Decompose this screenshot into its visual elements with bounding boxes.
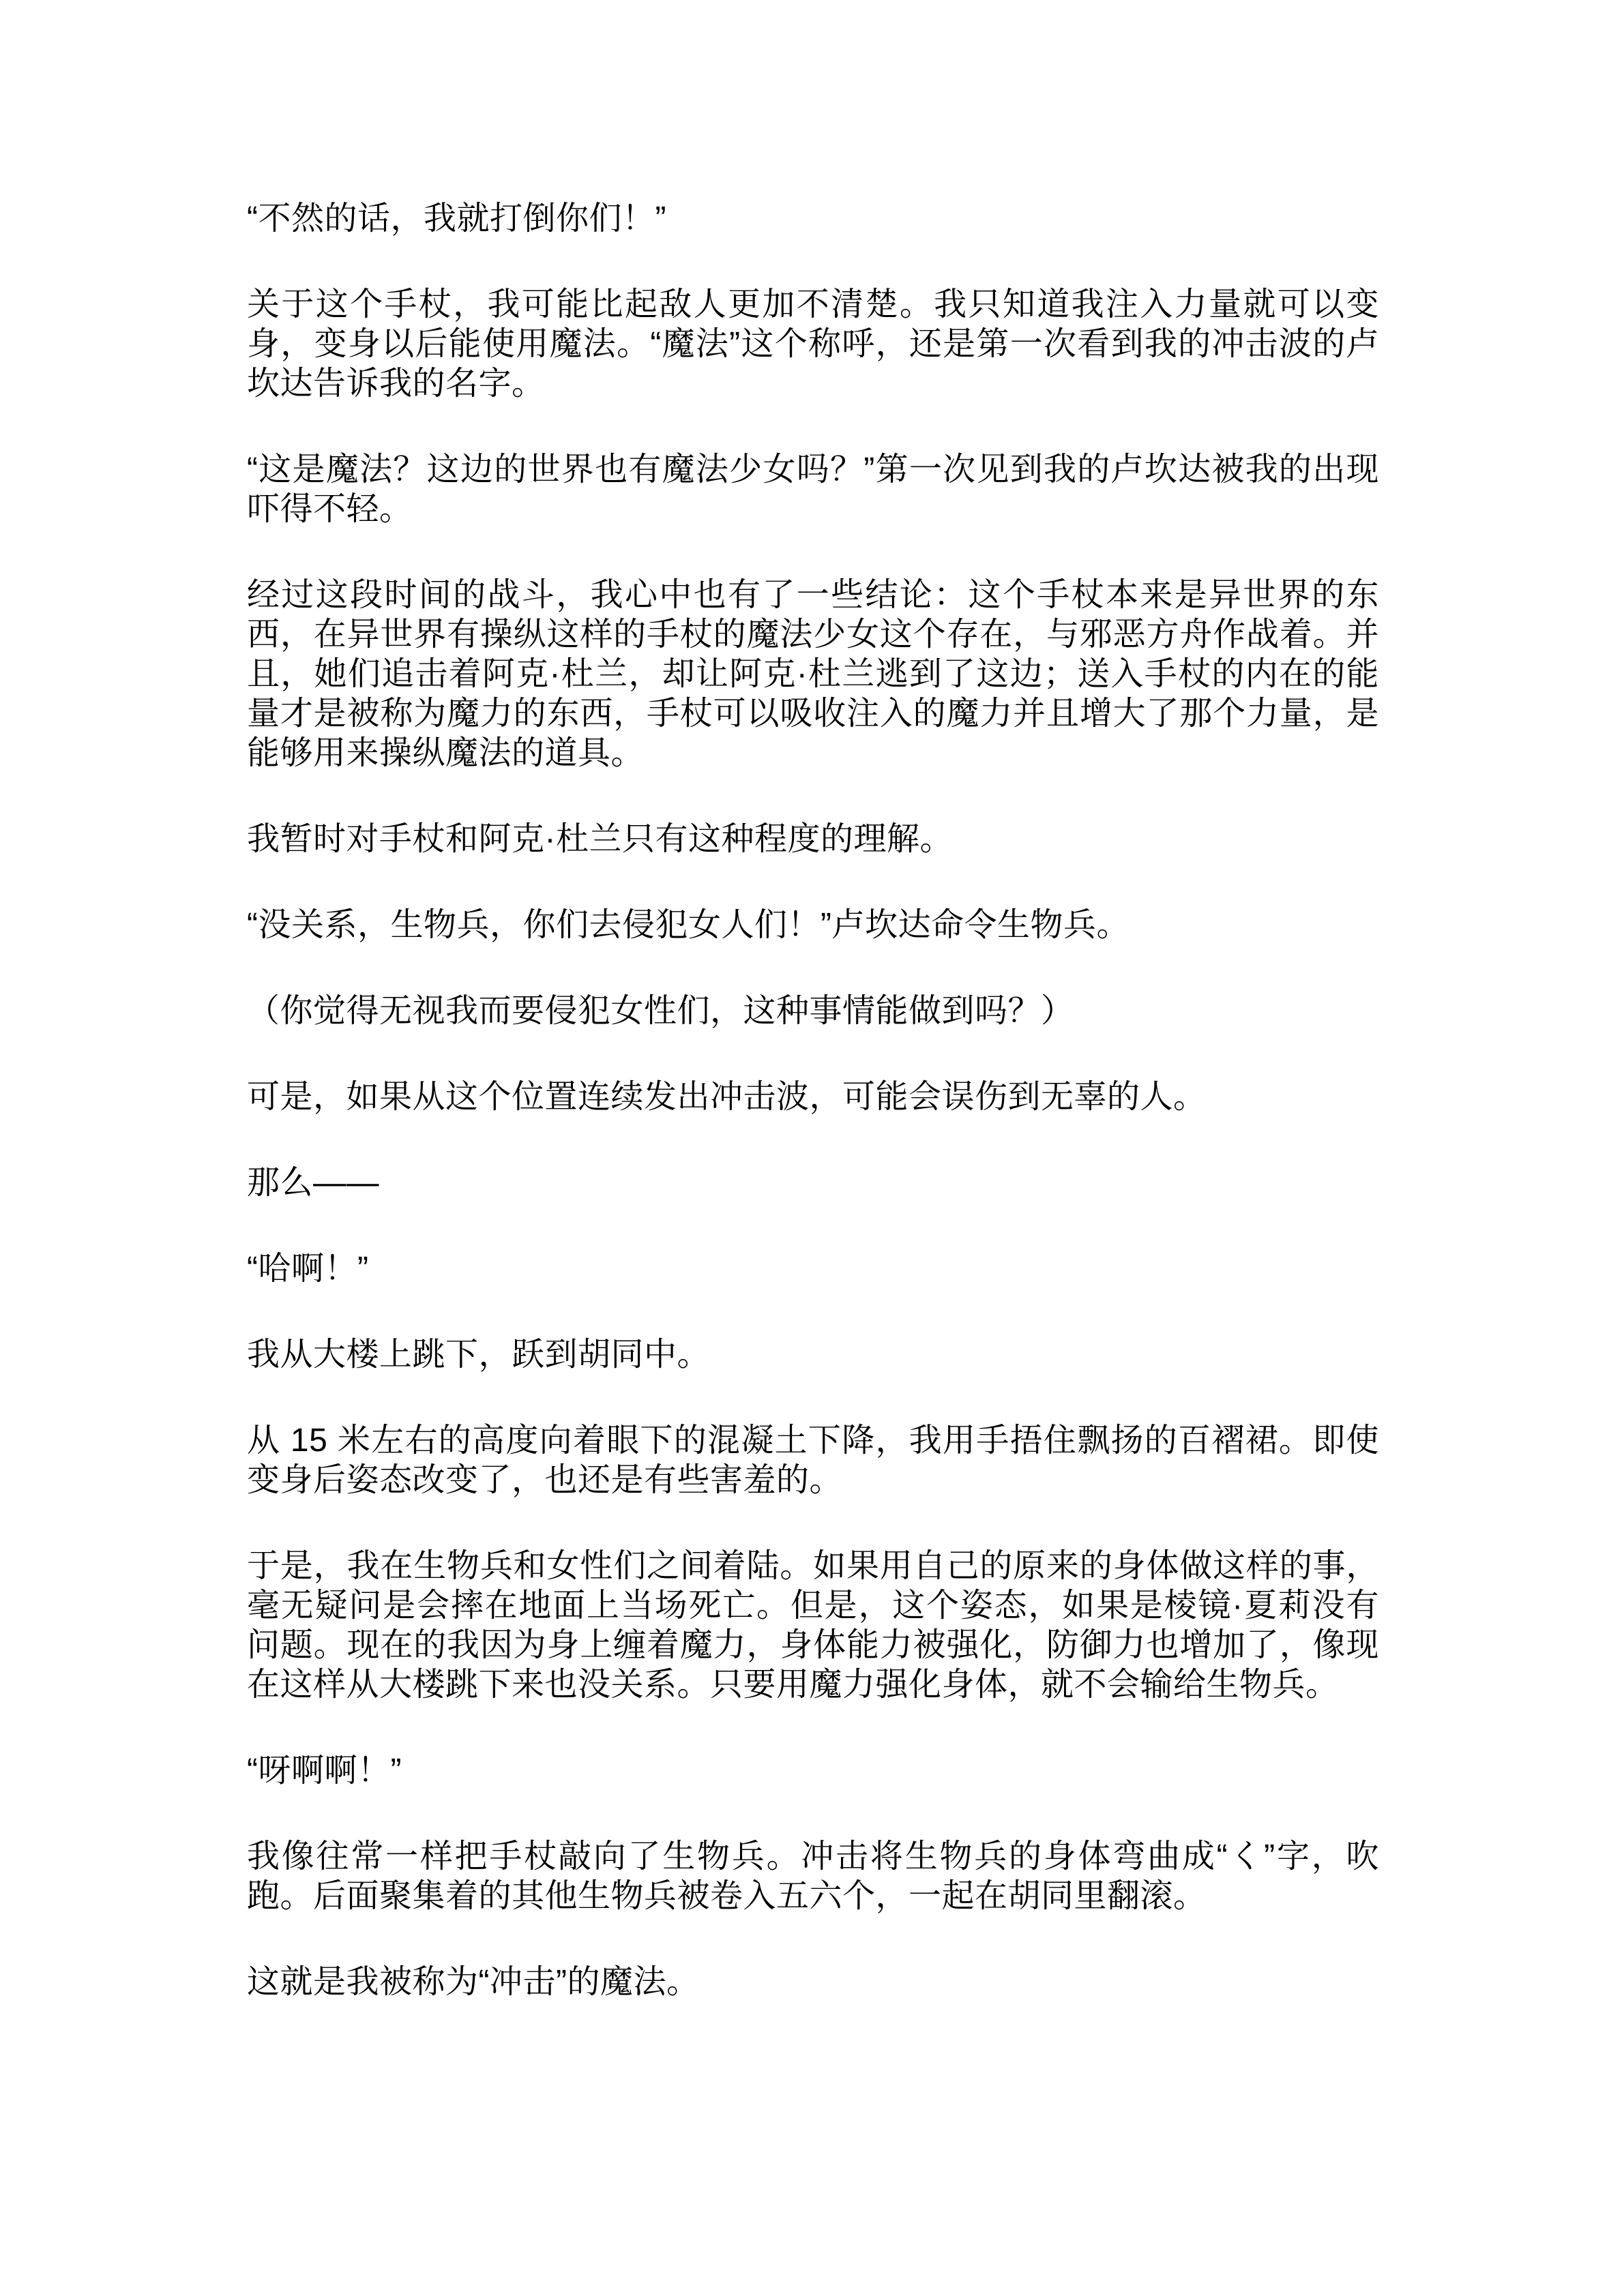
paragraph-narration: 关于这个手杖，我可能比起敌人更加不清楚。我只知道我注入力量就可以变身，变身以后能使用魔法。“魔法”这个称呼，还是第一次看到我的冲击波的卢坎达告诉我的名字。 [247,286,1379,402]
text-column [247,199,1379,2002]
paragraph-dialogue: “不然的话，我就打倒你们！” [247,200,666,237]
paragraph-narration: 那么—— [247,1165,380,1201]
paragraph-narration: 可是，如果从这个位置连续发出冲击波，可能会误伤到无辜的人。 [247,1079,1207,1115]
paragraph-narration: 从 15 米左右的高度向着眼下的混凝土下降，我用手捂住飘扬的百褶裙。即使变身后姿态改变了，也还是有些害羞的。 [247,1422,1379,1498]
paragraph-narration: 经过这段时间的战斗，我心中也有了一些结论：这个手杖本来是异世界的东西，在异世界有操纵这样的手杖的魔法少女这个存在，与邪恶方舟作战着。并且，她们追击着阿克·杜兰，却让阿克·杜兰逃到了这边；送入手杖的内在的能量才是被称为魔力的东西，手杖可以吸收注入的魔力并且增大了那个力量，是能够用来操纵魔法的道具。 [247,577,1379,771]
paragraph-narration: 于是，我在生物兵和女性们之间着陆。如果用自己的原来的身体做这样的事，毫无疑问是会摔在地面上当场死亡。但是，这个姿态，如果是棱镜·夏莉没有问题。现在的我因为身上缠着魔力，身体能力被强化，防御力也增加了，像现在这样从大楼跳下来也没关系。只要用魔力强化身体，就不会输给生物兵。 [247,1548,1379,1703]
paragraph-narration: 这就是我被称为“冲击”的魔法。 [247,1964,700,2000]
paragraph-thought: （你觉得无视我而要侵犯女性们，这种事情能做到吗？） [247,993,1074,1029]
paragraph-dialogue: “这是魔法？这边的世界也有魔法少女吗？”第一次见到我的卢坎达被我的出现吓得不轻。 [247,451,1379,527]
paragraph-dialogue: “没关系，生物兵，你们去侵犯女人们！”卢坎达命令生物兵。 [247,907,1130,943]
paragraph-dialogue: “哈啊！” [247,1251,369,1287]
paragraph-narration: 我暂时对手杖和阿克·杜兰只有这种程度的理解。 [247,821,953,857]
paragraph-dialogue: “呀啊啊！” [247,1753,402,1789]
paragraph-narration: 我从大楼上跳下，跃到胡同中。 [247,1337,711,1373]
paragraph-narration: 我像往常一样把手杖敲向了生物兵。冲击将生物兵的身体弯曲成“く”字，吹跑。后面聚集着的其他生物兵被卷入五六个，一起在胡同里翻滚。 [247,1838,1379,1914]
